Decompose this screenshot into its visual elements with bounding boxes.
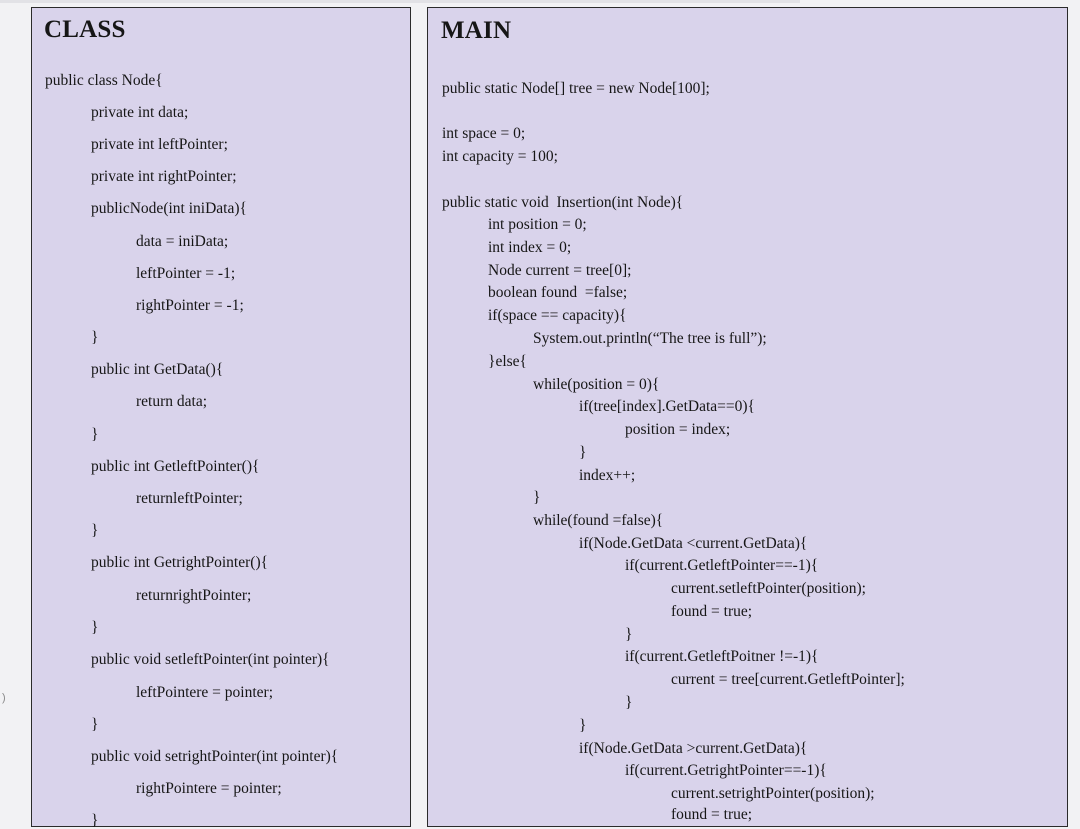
code-line: }: [91, 329, 99, 346]
code-line: found = true;: [671, 806, 753, 823]
code-line: }else{: [488, 353, 527, 370]
code-line: rightPointere = pointer;: [136, 780, 282, 797]
code-line: while(found =false){: [533, 512, 664, 529]
code-line: leftPointere = pointer;: [136, 684, 274, 701]
code-line: private int data;: [91, 104, 189, 121]
code-line: }: [533, 489, 541, 506]
code-line: public class Node{: [45, 72, 163, 89]
main-panel-title: MAIN: [441, 17, 512, 44]
code-line: System.out.println(“The tree is full”);: [533, 330, 767, 347]
code-line: Node current = tree[0];: [488, 262, 632, 279]
code-line: }: [91, 426, 99, 443]
code-line: }: [91, 812, 99, 829]
code-line: public static Node[] tree = new Node[100];: [442, 80, 710, 97]
code-line: }: [625, 626, 633, 643]
edge-mark: ): [2, 692, 6, 704]
code-line: if(current.GetrightPointer==-1){: [625, 762, 827, 779]
code-line: current.setleftPointer(position);: [671, 580, 866, 597]
code-line: returnrightPointer;: [136, 587, 252, 604]
code-line: current = tree[current.GetleftPointer];: [671, 671, 905, 688]
code-line: public void setleftPointer(int pointer){: [91, 651, 330, 668]
code-line: public int GetData(){: [91, 361, 224, 378]
code-line: }: [91, 716, 99, 733]
code-line: if(tree[index].GetData==0){: [579, 398, 755, 415]
code-line: private int rightPointer;: [91, 168, 237, 185]
code-line: int position = 0;: [488, 216, 587, 233]
code-line: }: [579, 444, 587, 461]
code-line: }: [91, 619, 99, 636]
code-line: int capacity = 100;: [442, 148, 558, 165]
code-line: return data;: [136, 393, 208, 410]
code-line: int index = 0;: [488, 239, 572, 256]
code-line: public void setrightPointer(int pointer){: [91, 748, 339, 765]
code-line: public static void Insertion(int Node){: [442, 194, 684, 211]
code-line: if(space == capacity){: [488, 307, 627, 324]
code-line: found = true;: [671, 603, 753, 620]
code-line: public int GetleftPointer(){: [91, 458, 260, 475]
code-line: index++;: [579, 467, 636, 484]
class-panel: [31, 7, 411, 827]
class-panel-title: CLASS: [44, 16, 126, 43]
code-line: while(position = 0){: [533, 376, 660, 393]
code-line: }: [625, 694, 633, 711]
code-line: }: [579, 717, 587, 734]
code-line: if(current.GetleftPoitner !=-1){: [625, 648, 819, 665]
code-line: private int leftPointer;: [91, 136, 228, 153]
code-line: if(Node.GetData <current.GetData){: [579, 535, 808, 552]
code-line: leftPointer = -1;: [136, 265, 236, 282]
top-strip: [0, 0, 800, 3]
code-line: boolean found =false;: [488, 284, 628, 301]
code-line: publicNode(int iniData){: [91, 200, 247, 217]
main-panel: [427, 7, 1068, 827]
code-line: public int GetrightPointer(){: [91, 554, 269, 571]
code-line: int space = 0;: [442, 125, 526, 142]
code-line: rightPointer = -1;: [136, 297, 244, 314]
code-line: if(Node.GetData >current.GetData){: [579, 740, 808, 757]
code-line: data = iniData;: [136, 233, 229, 250]
code-line: returnleftPointer;: [136, 490, 243, 507]
code-line: }: [91, 522, 99, 539]
code-line: current.setrightPointer(position);: [671, 785, 875, 802]
code-line: if(current.GetleftPointer==-1){: [625, 557, 819, 574]
code-line: position = index;: [625, 421, 731, 438]
